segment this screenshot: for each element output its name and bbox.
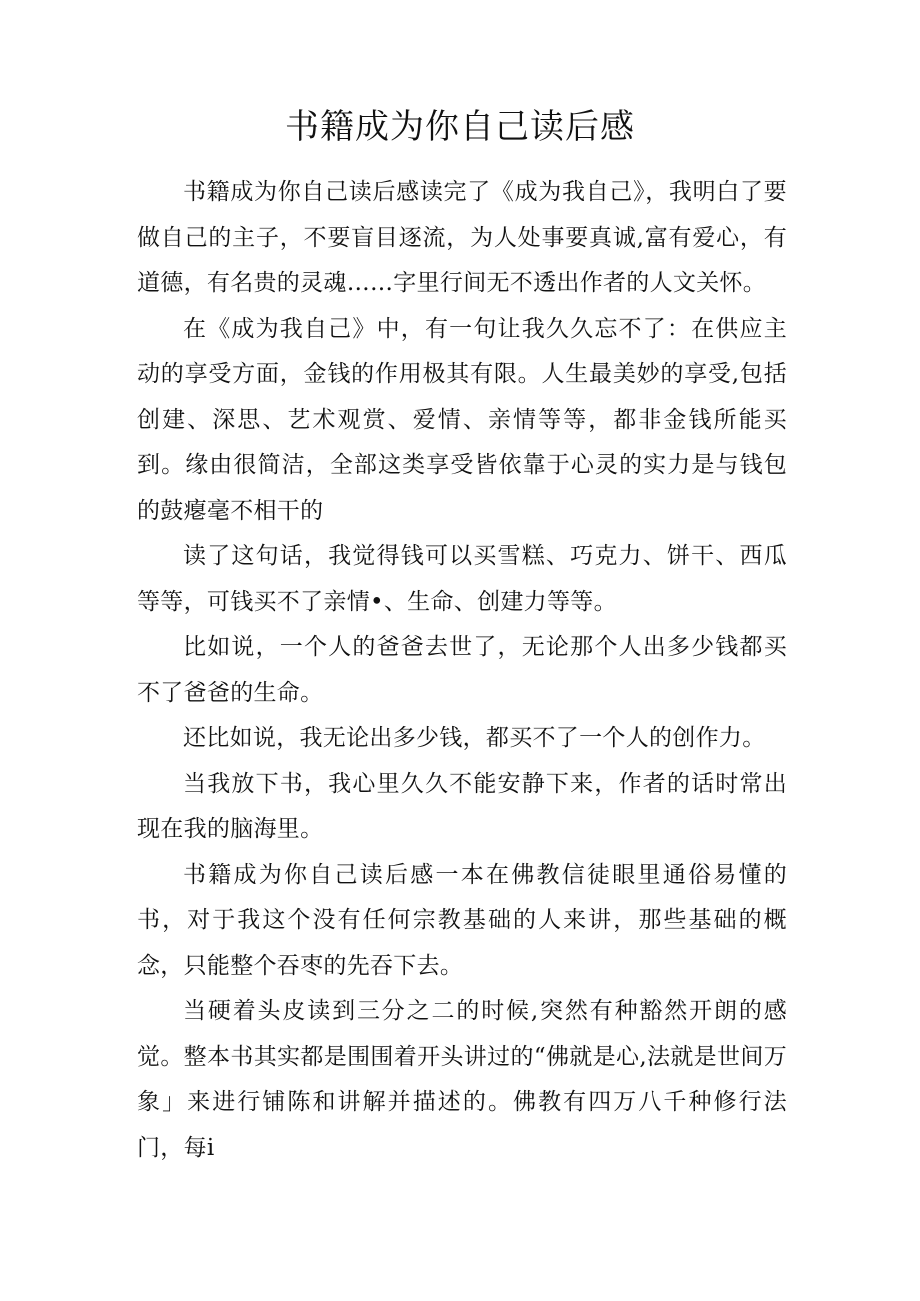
paragraph-5: 还比如说，我无论出多少钱，都买不了一个人的创作力。 <box>183 725 766 751</box>
document-body <box>137 170 787 1171</box>
paragraph-2: 在《成为我自己》中，有一句让我久久忘不了：在供应主动的享受方面，金钱的作用极其有限。人生最美妙的享受,包括创建、深思、艺术观赏、爱情、亲情等等，都非金钱所能买到。缘由很简洁，全部这类享受皆依靠于心灵的实力是与钱包的鼓瘪毫不相干的 <box>137 315 787 524</box>
paragraph-8: 当硬着头皮读到三分之二的时候,突然有种豁然开朗的感觉。整本书其实都是围围着开头讲过的“佛就是心,法就是世间万象」来进行铺陈和讲解并描述的。佛教有四万八千种修行法门，每i <box>137 998 787 1161</box>
paragraph-1: 书籍成为你自己读后感读完了《成为我自己》，我明白了要做自己的主子，不要盲目逐流，为人处事要真诚,富有爱心，有道德，有名贵的灵魂……字里行间无不透出作者的人文关怀。 <box>137 179 787 296</box>
paragraph-4: 比如说，一个人的爸爸去世了，无论那个人出多少钱都买不了爸爸的生命。 <box>137 634 787 706</box>
paragraph-3: 读了这句话，我觉得钱可以买雪糕、巧克力、饼干、西瓜等等，可钱买不了亲情•、生命、创建力等等。 <box>137 543 787 615</box>
paragraph-7: 书籍成为你自己读后感一本在佛教信徒眼里通俗易懂的书，对于我这个没有任何宗教基础的人来讲，那些基础的概念，只能整个吞枣的先吞下去。 <box>137 861 787 979</box>
paragraph-6: 当我放下书，我心里久久不能安静下来，作者的话时常出现在我的脑海里。 <box>137 770 787 842</box>
document-title: 书籍成为你自己读后感 <box>285 107 635 147</box>
